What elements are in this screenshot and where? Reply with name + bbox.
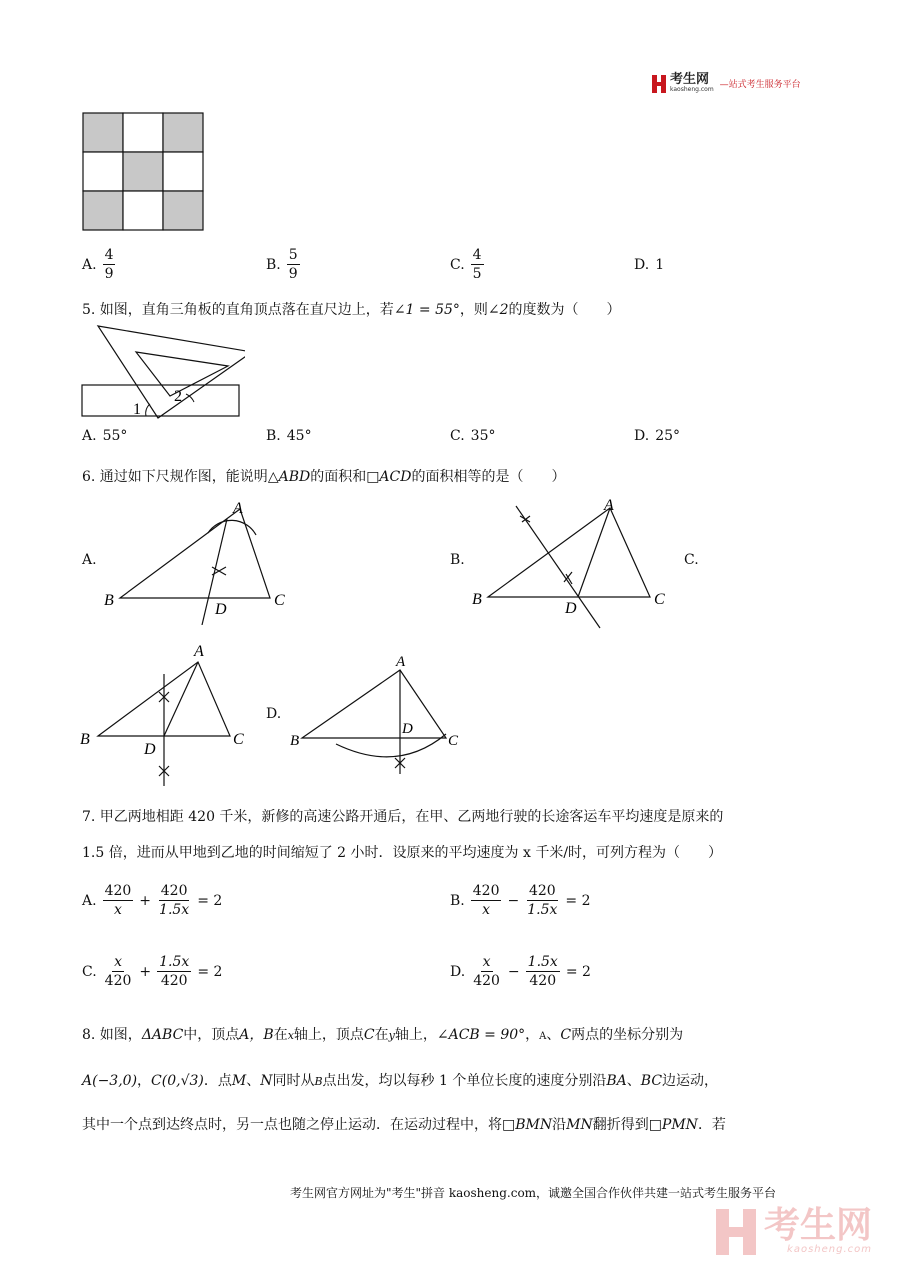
q8-math: A，B — [239, 1027, 274, 1043]
option-text: 25° — [655, 428, 681, 444]
ruler — [82, 385, 239, 416]
q5-figure — [80, 322, 245, 422]
operator: + — [139, 963, 152, 980]
header-logo — [652, 74, 801, 93]
q8-text: 边运动， — [662, 1073, 719, 1089]
grid-cell — [123, 191, 163, 230]
q8-text: 轴上，顶点 — [293, 1027, 364, 1043]
equation-rhs: = 2 — [565, 892, 591, 909]
q8-math: □BMN — [502, 1117, 553, 1133]
q8-text: 两点的坐标分别为 — [571, 1027, 684, 1043]
q5-stem-c: 的度数为（ ） — [508, 302, 621, 318]
construction-cross — [520, 516, 530, 522]
fraction-den: x — [113, 902, 122, 918]
q6-figure-c — [78, 640, 253, 790]
fraction-num: 420 — [160, 883, 188, 899]
fraction-den: 1.5x — [159, 902, 190, 918]
grid-cell — [83, 152, 123, 191]
q6-option-c-label[interactable]: C. — [684, 552, 699, 568]
option-letter: C. — [450, 428, 465, 444]
fraction-den: 5 — [472, 266, 482, 282]
fraction — [471, 882, 502, 919]
q8-math: MN — [566, 1117, 593, 1133]
triangle — [120, 509, 270, 598]
q5-stem-a: 5. 如图，直角三角板的直角顶点落在直尺边上，若 — [82, 302, 394, 318]
fraction-num: x — [482, 954, 491, 970]
point-d: D — [215, 601, 227, 618]
q8-math: A — [539, 1031, 547, 1042]
q8-math: y — [388, 1029, 395, 1042]
q8-text: 在 — [374, 1027, 389, 1043]
fraction — [287, 246, 300, 283]
fraction-num: x — [114, 954, 122, 970]
fraction-den: 420 — [160, 973, 188, 989]
fraction — [525, 882, 559, 919]
fraction-num: 420 — [528, 883, 556, 899]
q4-grid-figure — [82, 112, 206, 232]
point-d: D — [565, 600, 577, 617]
point-a: A — [396, 654, 406, 670]
q8-text: 在 — [273, 1027, 288, 1043]
q6-figure-b — [470, 494, 680, 634]
q5-option-a[interactable] — [82, 428, 127, 444]
footer-text: 考生网官方网址为"考生"拼音 kaosheng.com，诚邀全国合作伙伴共建一站式考生服务平台 — [290, 1186, 777, 1200]
logo-site: kaosheng.com — [670, 86, 714, 93]
q8-math: BA — [606, 1073, 627, 1089]
fraction — [103, 882, 134, 919]
option-letter: D. — [634, 257, 650, 273]
construction-cross — [212, 567, 226, 575]
segment-ad — [578, 508, 610, 597]
q8-line2 — [82, 1070, 718, 1090]
q8-math: N — [260, 1073, 273, 1089]
logo-slogan: —站式考生服务平台 — [719, 80, 801, 90]
q5-stem-b: ，则 — [459, 302, 488, 318]
option-letter: B. — [450, 892, 465, 909]
q4-option-b[interactable] — [266, 246, 300, 283]
q6-option-b-label[interactable]: B. — [450, 552, 465, 568]
q8-text: ．点 — [203, 1073, 232, 1089]
q8-math: ∠ACB = 90° — [436, 1027, 526, 1043]
fraction — [157, 953, 191, 990]
option-text: 55° — [102, 428, 128, 444]
equation-rhs: = 2 — [197, 963, 223, 980]
point-c: C — [233, 731, 244, 748]
grid-cell — [163, 152, 203, 191]
option-letter: A. — [82, 892, 97, 909]
option-letter: B. — [266, 256, 281, 273]
fraction — [157, 882, 191, 919]
grid-cell-shaded — [123, 152, 163, 191]
operator: − — [507, 963, 520, 980]
q5-option-d[interactable] — [634, 428, 680, 444]
q6-stem-b: 的面积和 — [310, 469, 367, 485]
point-d: D — [402, 721, 413, 737]
fraction-num: 1.5x — [527, 954, 558, 970]
logo-mark-icon — [652, 75, 666, 93]
q8-text: 轴上， — [394, 1027, 437, 1043]
fraction — [103, 953, 134, 990]
q5-stem-angle: ∠1 = 55° — [393, 302, 460, 318]
q8-text: 点出发，均以每秒 1 个单位长度的速度分别沿 — [322, 1073, 607, 1089]
q8-math: ΔABC — [141, 1027, 184, 1043]
q5-stem-angle2: ∠2 — [487, 302, 509, 318]
q8-text: ， — [137, 1073, 152, 1089]
q7-option-d[interactable] — [450, 953, 591, 990]
q8-math: B — [314, 1075, 323, 1088]
watermark-logo-icon — [716, 1209, 756, 1255]
grid-cell-shaded — [163, 113, 203, 152]
fraction — [526, 953, 560, 990]
q8-text: ， — [525, 1027, 540, 1043]
fraction-den: 9 — [104, 266, 114, 282]
option-letter: C. — [82, 963, 97, 980]
point-b: B — [80, 731, 90, 748]
q8-math: BC — [640, 1073, 663, 1089]
q7-option-a[interactable] — [82, 882, 222, 919]
q8-math: A(−3,0) — [82, 1073, 138, 1089]
point-c: C — [448, 733, 459, 749]
fraction-num: 5 — [288, 247, 298, 263]
point-a: A — [604, 497, 614, 514]
fraction-num: 420 — [104, 883, 132, 899]
fraction-den: 1.5x — [527, 902, 558, 918]
point-a: A — [233, 500, 243, 517]
grid-cell-shaded — [163, 191, 203, 230]
fraction-den: 420 — [473, 973, 500, 989]
q7-option-b[interactable] — [450, 882, 590, 919]
point-a: A — [194, 643, 204, 660]
q8-math: x — [287, 1029, 294, 1042]
q8-line3 — [82, 1114, 726, 1134]
q7-stem-line1: 7. 甲乙两地相距 420 千米，新修的高速公路开通后，在甲、乙两地行驶的长途客运车平均速度是原来的 — [82, 809, 724, 825]
q6-figure-a — [100, 495, 300, 625]
q8-text: 翻折得到 — [592, 1117, 649, 1133]
grid-cell-shaded — [83, 191, 123, 230]
fraction-num: 4 — [472, 247, 482, 263]
q8-text: 、 — [626, 1073, 641, 1089]
equation-rhs: = 2 — [565, 963, 591, 980]
grid-cell — [123, 113, 163, 152]
fraction-num: 1.5x — [159, 954, 190, 970]
q8-text: ．若 — [697, 1117, 726, 1133]
option-letter: D. — [450, 963, 466, 980]
option-letter: B. — [266, 428, 281, 444]
logo-brand: 考生网 — [670, 72, 710, 87]
q6-figure-d — [288, 650, 468, 780]
q6-stem — [82, 466, 565, 486]
q5-option-c[interactable] — [450, 428, 496, 444]
angle-label-2: 2 — [174, 388, 182, 405]
fraction-den: x — [482, 902, 491, 918]
q8-text: 沿 — [552, 1117, 567, 1133]
q8-math: C — [560, 1027, 572, 1043]
point-d: D — [144, 741, 156, 758]
q5-option-b[interactable] — [266, 428, 312, 444]
point-c: C — [654, 591, 665, 608]
option-text: 35° — [470, 428, 496, 444]
q8-math: □PMN — [648, 1117, 698, 1133]
option-letter: A. — [82, 428, 97, 444]
fraction-num: 420 — [472, 883, 500, 899]
q8-line1 — [82, 1024, 683, 1044]
option-letter: D. — [634, 428, 650, 444]
option-text: 45° — [286, 428, 312, 444]
q6-stem-a: 6. 通过如下尺规作图，能说明 — [82, 469, 268, 485]
q7-stem-line2: 1.5 倍，进而从甲地到乙地的时间缩短了 2 小时．设原来的平均速度为 x 千米/时，可列方程为（ ） — [82, 845, 723, 861]
q8-math: C(0,√3) — [151, 1073, 204, 1089]
segment-ad — [164, 662, 198, 736]
q4-option-d[interactable] — [634, 257, 664, 273]
watermark-brand: 考生网 — [764, 1205, 873, 1246]
grid-cell-shaded — [83, 113, 123, 152]
q8-text: 、 — [546, 1027, 561, 1043]
q8-text: 中，顶点 — [183, 1027, 240, 1043]
q6-tri2: □ACD — [366, 469, 412, 485]
operator: + — [139, 892, 152, 909]
q6-stem-c: 的面积相等的是（ ） — [411, 469, 566, 485]
fraction-den: 9 — [288, 266, 298, 282]
fraction-den: 420 — [104, 973, 132, 989]
q8-text: 、 — [246, 1073, 261, 1089]
q8-text: 其中一个点到达终点时，另一点也随之停止运动．在运动过程中，将 — [82, 1117, 502, 1133]
q4-option-a[interactable] — [82, 246, 115, 283]
watermark-site: kaosheng.com — [787, 1244, 873, 1255]
q8-text: 同时从 — [272, 1073, 315, 1089]
fraction — [103, 246, 116, 283]
fraction-den: 420 — [529, 973, 557, 989]
fraction — [471, 953, 502, 990]
point-b: B — [104, 592, 114, 609]
option-letter: A. — [82, 256, 97, 273]
q8-math: M — [231, 1073, 247, 1089]
q5-stem — [82, 299, 621, 319]
q6-option-d-label[interactable]: D. — [266, 706, 282, 722]
q8-text: 8. 如图， — [82, 1027, 142, 1043]
q4-option-c[interactable] — [450, 246, 484, 283]
point-c: C — [274, 592, 285, 609]
angle-label-1: 1 — [133, 401, 141, 418]
point-b: B — [472, 591, 482, 608]
q7-option-c[interactable] — [82, 953, 222, 990]
option-text: 1 — [655, 257, 665, 273]
q6-option-a-label[interactable]: A. — [82, 552, 97, 568]
option-letter: C. — [450, 256, 465, 273]
fraction — [471, 246, 484, 283]
fraction-num: 4 — [104, 247, 114, 263]
q6-tri1: △ABD — [267, 469, 311, 485]
q8-math: C — [363, 1027, 375, 1043]
triangle — [302, 670, 446, 738]
watermark — [716, 1205, 873, 1255]
operator: − — [507, 892, 520, 909]
point-b: B — [290, 733, 300, 749]
equation-rhs: = 2 — [197, 892, 223, 909]
